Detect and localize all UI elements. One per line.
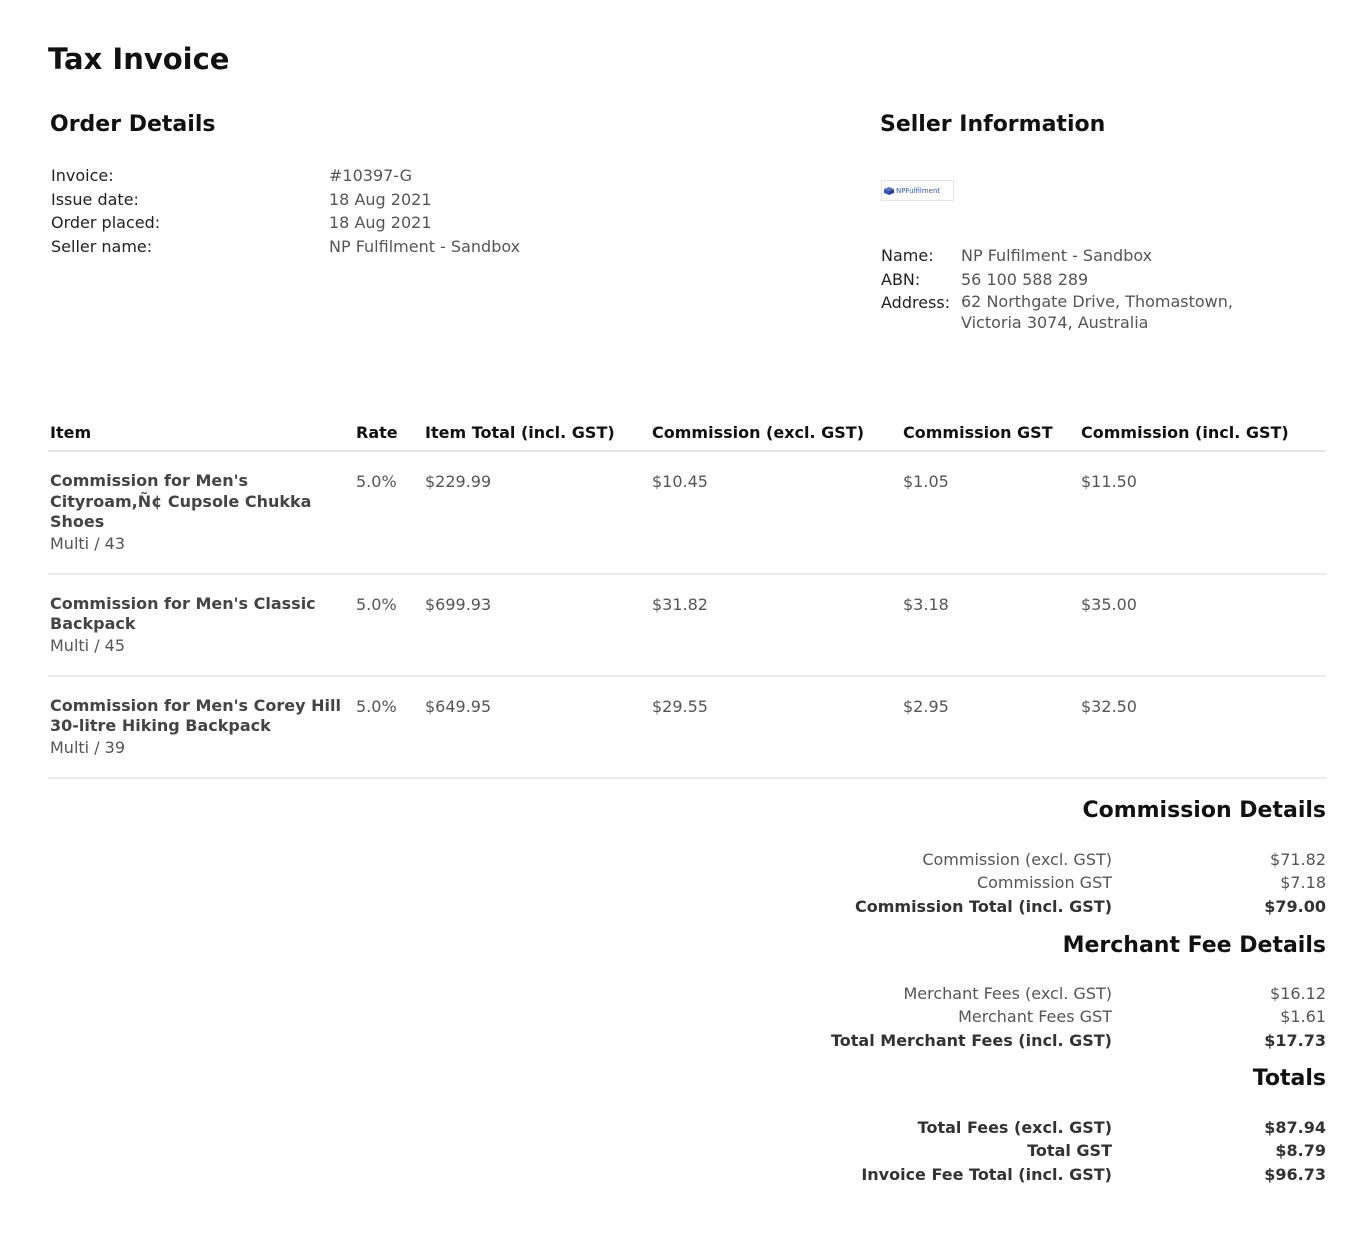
col-item-header: Item	[48, 418, 354, 451]
order-row-order-placed	[51, 211, 520, 235]
summary-amount: $87.94	[1264, 1118, 1326, 1137]
issue-date-value: 18 Aug 2021	[329, 189, 432, 209]
rate-cell: 5.0%	[354, 574, 423, 676]
summary-label: Total GST	[1027, 1141, 1112, 1161]
rate-cell: 5.0%	[354, 676, 423, 778]
commission-excl-cell: $10.45	[650, 451, 901, 574]
totals-heading: Totals	[1252, 1066, 1326, 1091]
summary-label: Total Fees (excl. GST)	[917, 1118, 1112, 1137]
order-row-invoice	[51, 164, 520, 188]
summary-label: Invoice Fee Total (incl. GST)	[861, 1164, 1112, 1184]
col-item-total-header: Item Total (incl. GST)	[423, 418, 650, 451]
item-cell	[48, 574, 354, 676]
order-row-issue-date	[51, 188, 520, 212]
seller-logo	[881, 180, 954, 201]
col-commission-excl-header: Commission (excl. GST)	[650, 418, 901, 451]
invoice-number: #10397-G	[329, 166, 413, 185]
summary-label: Merchant Fees GST	[958, 1007, 1112, 1027]
order-row-seller-name	[51, 235, 520, 259]
item-variant: Multi / 39	[50, 737, 126, 757]
seller-row-name	[881, 244, 1291, 268]
summary-total-row	[692, 1139, 1326, 1162]
commission-gst-cell: $1.05	[901, 451, 1079, 574]
commission-gst-cell: $2.95	[901, 676, 1079, 778]
item-total-cell: $229.99	[423, 451, 650, 574]
address-label: Address:	[881, 293, 951, 312]
summary-label: Merchant Fees (excl. GST)	[903, 984, 1112, 1003]
summary-row	[692, 982, 1326, 1005]
item-name: Commission for Men's Corey Hill 30-litre Hiking Backpack	[50, 695, 341, 735]
commission-incl-cell: $32.50	[1079, 676, 1326, 778]
item-name: Commission for Men's Cityroam,Ñ¢ Cupsole Chukka Shoes	[50, 471, 312, 531]
summary-amount: $8.79	[1275, 1141, 1326, 1161]
summary-total-row	[692, 895, 1326, 918]
summary-amount: $79.00	[1264, 896, 1326, 916]
seller-info-list	[881, 244, 1291, 333]
col-commission-incl-header: Commission (incl. GST)	[1079, 418, 1326, 451]
address-value: 62 Northgate Drive, Thomastown, Victoria 3074, Australia	[961, 292, 1233, 332]
seller-name-label: Seller name:	[51, 236, 153, 256]
seller-info-name-label: Name:	[881, 246, 934, 265]
col-rate-header: Rate	[354, 418, 423, 451]
col-commission-gst-header: Commission GST	[901, 418, 1079, 451]
summary-amount: $17.73	[1264, 1030, 1326, 1050]
issue-date-label: Issue date:	[51, 189, 139, 209]
abn-value: 56 100 588 289	[961, 269, 1089, 289]
summary-label: Commission Total (incl. GST)	[854, 896, 1112, 916]
seller-logo-text: NPFulfilment	[896, 186, 941, 195]
summary-row	[692, 871, 1326, 894]
rate-cell: 5.0%	[354, 451, 423, 574]
order-placed-label: Order placed:	[51, 213, 161, 232]
summary-label: Total Merchant Fees (incl. GST)	[831, 1030, 1112, 1050]
item-cell	[48, 451, 354, 574]
commission-excl-cell: $31.82	[650, 574, 901, 676]
commission-gst-cell: $3.18	[901, 574, 1079, 676]
order-placed-value: 18 Aug 2021	[329, 213, 432, 232]
merchant-fee-summary	[692, 982, 1326, 1052]
commission-excl-cell: $29.55	[650, 676, 901, 778]
order-details-list	[51, 164, 520, 258]
abn-label: ABN:	[881, 269, 921, 289]
seller-row-address	[881, 291, 1291, 333]
page-title: Tax Invoice	[48, 42, 230, 76]
totals-summary	[692, 1116, 1326, 1186]
table-row	[48, 574, 1326, 676]
summary-row	[692, 848, 1326, 871]
seller-row-abn	[881, 268, 1291, 292]
cube-logo-icon	[884, 187, 894, 195]
seller-name-value: NP Fulfilment - Sandbox	[329, 236, 521, 256]
table-header-row	[48, 418, 1326, 451]
summary-row	[692, 1005, 1326, 1028]
commission-incl-cell: $11.50	[1079, 451, 1326, 574]
seller-information-heading: Seller Information	[880, 112, 1106, 137]
table-row	[48, 676, 1326, 778]
item-variant: Multi / 45	[50, 635, 126, 655]
summary-amount: $1.61	[1280, 1007, 1326, 1027]
summary-total-row	[692, 1029, 1326, 1052]
commission-summary	[692, 848, 1326, 918]
summary-total-row	[692, 1163, 1326, 1186]
summary-label: Commission (excl. GST)	[922, 850, 1112, 869]
invoice-label: Invoice:	[51, 166, 114, 185]
commission-details-heading: Commission Details	[1082, 798, 1326, 823]
item-total-cell: $699.93	[423, 574, 650, 676]
summary-amount: $71.82	[1270, 850, 1326, 869]
order-details-heading: Order Details	[50, 112, 216, 137]
commission-items-table	[48, 418, 1326, 779]
item-total-cell: $649.95	[423, 676, 650, 778]
summary-amount: $96.73	[1264, 1164, 1326, 1184]
summary-amount: $16.12	[1270, 984, 1326, 1003]
item-name: Commission for Men's Classic Backpack	[50, 593, 316, 633]
commission-incl-cell: $35.00	[1079, 574, 1326, 676]
summary-amount: $7.18	[1280, 873, 1326, 893]
summary-total-row	[692, 1116, 1326, 1139]
item-cell	[48, 676, 354, 778]
item-variant: Multi / 43	[50, 533, 126, 553]
merchant-fee-details-heading: Merchant Fee Details	[1062, 933, 1326, 958]
seller-info-name-value: NP Fulfilment - Sandbox	[961, 246, 1153, 265]
summary-label: Commission GST	[976, 873, 1112, 893]
table-row	[48, 451, 1326, 574]
